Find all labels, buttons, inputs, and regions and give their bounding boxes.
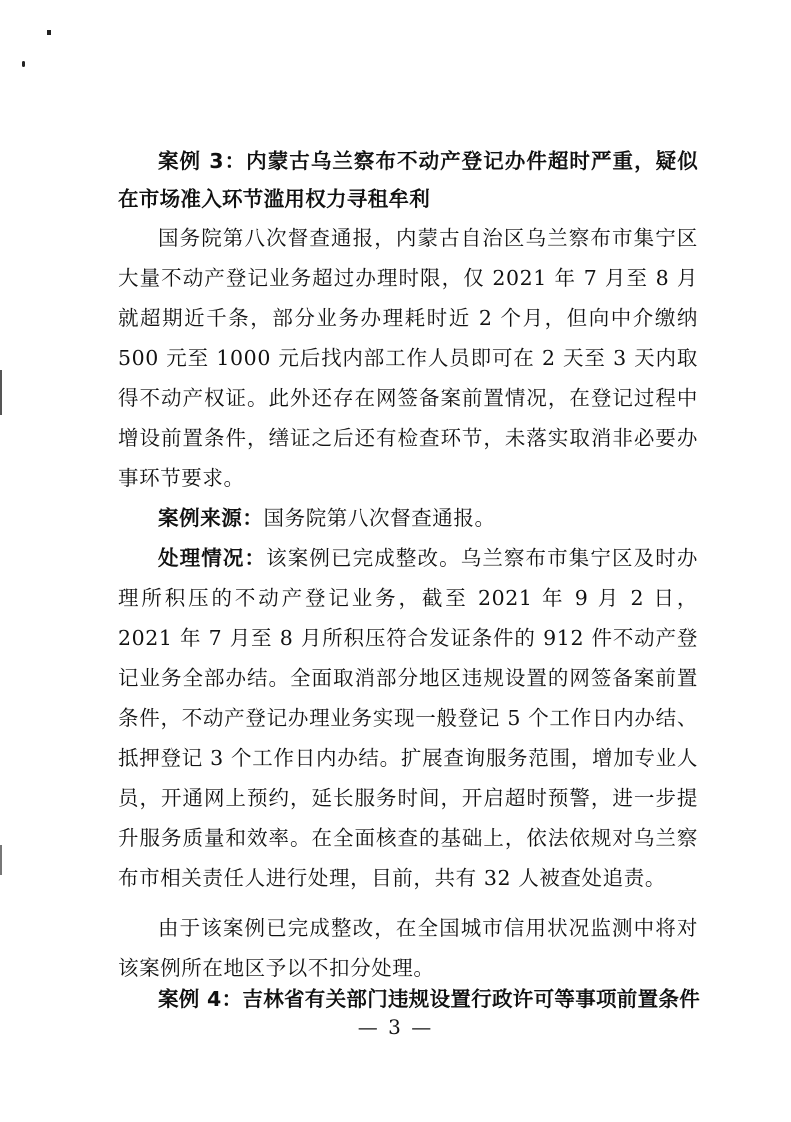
case-3-section: [118, 142, 698, 988]
case-3-title: 案例 3：内蒙古乌兰察布不动产登记办件超时严重，疑似在市场准入环节滥用权力寻租牟利: [118, 149, 698, 211]
case-3-handling: [118, 538, 698, 898]
source-label: 案例来源：: [158, 506, 264, 530]
handling-text: 该案例已完成整改。乌兰察布市集宁区及时办理所积压的不动产登记业务，截至 2021 年 9 月 2 日，2021 年 7 月至 8 月所积压符合发证条件的 912 件不动产登记业务全部办结。全面取消部分地区违规设置的网签备案前置条件，不动产登记办理业务实现一般登记 5 个工作日内办结、抵押登记 3 个工作日内办结。扩展查询服务范围，增加专业人员，开通网上预约，延长服务时间，开启超时预警，进一步提升服务质量和效率。在全面核查的基础上，依法依规对乌兰察布市相关责任人进行处理，目前，共有 32 人被查处追责。: [118, 546, 699, 890]
handling-label: 处理情况：: [158, 546, 267, 570]
case-3-body: 国务院第八次督查通报，内蒙古自治区乌兰察布市集宁区大量不动产登记业务超过办理时限，仅 2021 年 7 月至 8 月就超期近千条，部分业务办理耗时近 2 个月，但向中介缴纳 500 元至 1000 元后找内部工作人员即可在 2 天至 3 天内取得不动产权证。此外还存在网签备案前置情况，在登记过程中增设前置条件，缮证之后还有检查环节，未落实取消非必要办事环节要求。: [118, 226, 698, 490]
case-3-source: [118, 498, 698, 538]
page-number: — 3 —: [357, 1015, 434, 1039]
scan-artifact: [0, 370, 2, 415]
case-3-conclusion: 由于该案例已完成整改，在全国城市信用状况监测中将对该案例所在地区予以不扣分处理。: [118, 916, 698, 980]
scan-artifact: [22, 61, 25, 67]
scan-artifact: [0, 845, 2, 875]
scan-artifact: [47, 30, 51, 35]
case-4-title: 案例 4：吉林省有关部门违规设置行政许可等事项前置条件: [158, 987, 700, 1011]
source-text: 国务院第八次督查通报。: [263, 506, 496, 530]
